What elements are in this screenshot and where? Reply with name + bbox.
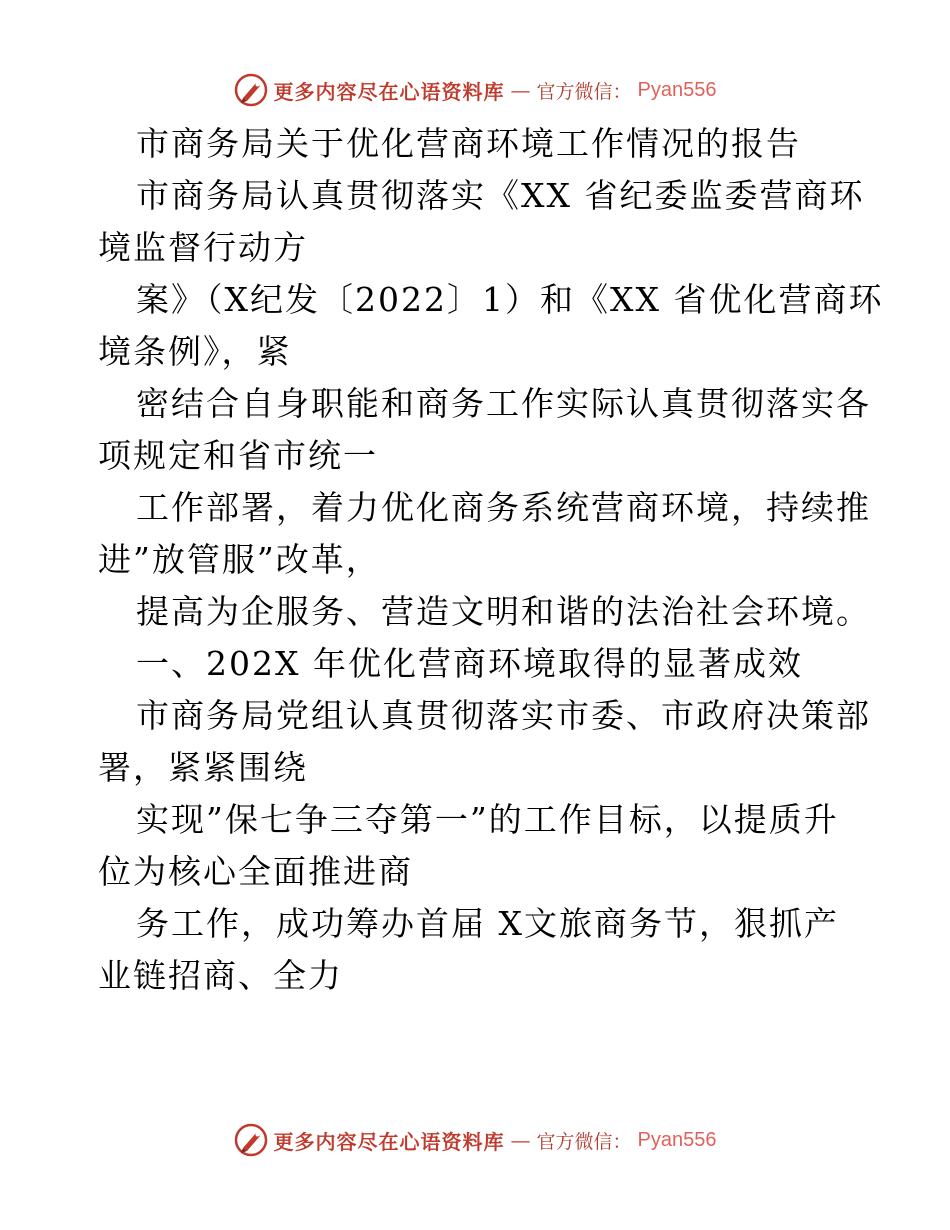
- banner-separator: —: [510, 1128, 531, 1152]
- pen-logo-icon: [234, 73, 268, 107]
- paragraph-line: 位为核心全面推进商: [98, 852, 413, 891]
- paragraph-line: 进”放管服”改革，: [98, 540, 381, 579]
- section-heading: 一、202X 年优化营商环境取得的显著成效: [136, 644, 803, 683]
- paragraph-line: 提高为企服务、营造文明和谐的法治社会环境。: [136, 592, 871, 631]
- paragraph-line: 项规定和省市统一: [98, 436, 378, 475]
- footer-watermark-banner: [0, 1120, 950, 1160]
- paragraph-line: 工作部署，着力优化商务系统营商环境，持续推: [136, 488, 871, 527]
- document-body: [98, 118, 884, 1002]
- banner-wechat-id: Pyan556: [637, 1128, 717, 1151]
- banner-content: [234, 73, 717, 107]
- pen-logo-icon: [234, 1123, 268, 1157]
- banner-content: [234, 1123, 717, 1157]
- paragraph-line: 实现”保七争三夺第一”的工作目标，以提质升: [136, 800, 839, 839]
- paragraph-line: 市商务局党组认真贯彻落实市委、市政府决策部: [136, 696, 871, 735]
- banner-wechat-label: 官方微信：: [536, 80, 632, 103]
- banner-wechat-id: Pyan556: [637, 78, 717, 101]
- paragraph-line: 市商务局认真贯彻落实《XX 省纪委监委营商环: [136, 176, 865, 215]
- banner-wechat-label: 官方微信：: [536, 1130, 632, 1153]
- document-title: 市商务局关于优化营商环境工作情况的报告: [136, 124, 801, 163]
- paragraph-line: 境监督行动方: [98, 228, 308, 267]
- banner-brand-text: 更多内容尽在心语资料库: [273, 79, 505, 104]
- banner-brand-text: 更多内容尽在心语资料库: [273, 1129, 505, 1154]
- paragraph-line: 署，紧紧围绕: [98, 748, 308, 787]
- paragraph-line: 业链招商、全力: [98, 956, 343, 995]
- banner-separator: —: [510, 78, 531, 102]
- paragraph-line: 境条例》，紧: [98, 332, 292, 371]
- paragraph-line: 案》（X纪发〔2022〕1）和《XX 省优化营商环: [136, 280, 884, 319]
- paragraph-line: 务工作，成功筹办首届 X文旅商务节，狠抓产: [136, 904, 839, 943]
- header-watermark-banner: [0, 70, 950, 110]
- paragraph-line: 密结合自身职能和商务工作实际认真贯彻落实各: [136, 384, 871, 423]
